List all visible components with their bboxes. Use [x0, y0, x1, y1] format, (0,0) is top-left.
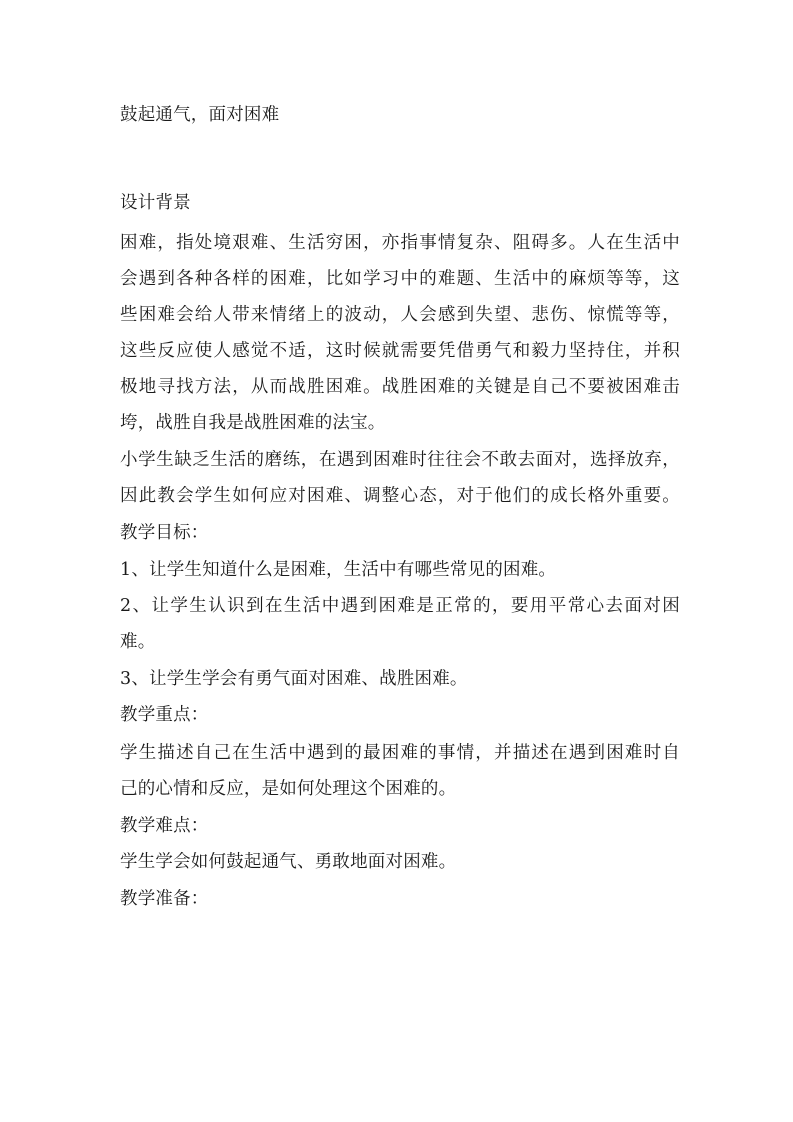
paragraph-line: 学生描述自己在生活中遇到的最困难的事情，并描述在遇到困难时自 — [120, 743, 680, 763]
paragraph-line: 己的心情和反应，是如何处理这个困难的。 — [120, 779, 457, 799]
section-heading-objectives: 教学目标： — [120, 523, 209, 543]
paragraph-line: 些困难会给人带来情绪上的波动，人会感到失望、悲伤、惊慌等等， — [120, 305, 680, 325]
paragraph-line: 因此教会学生如何应对困难、调整心态，对于他们的成长格外重要。 — [120, 486, 680, 506]
section-heading-background: 设计背景 — [120, 193, 191, 213]
paragraph-line: 学生学会如何鼓起通气、勇敢地面对困难。 — [120, 852, 457, 872]
paragraph-line: 小学生缺乏生活的磨练，在遇到困难时往往会不敢去面对，选择放弃， — [120, 450, 680, 470]
section-heading-key-points: 教学重点： — [120, 705, 209, 725]
paragraph-line: 这些反应使人感觉不适，这时候就需要凭借勇气和毅力坚持住，并积 — [120, 341, 680, 361]
objective-item: 2、让学生认识到在生活中遇到困难是正常的，要用平常心去面对困 — [120, 596, 680, 616]
objective-item: 3、让学生学会有勇气面对困难、战胜困难。 — [120, 669, 468, 689]
paragraph-line: 极地寻找方法，从而战胜困难。战胜困难的关键是自己不要被困难击 — [120, 377, 680, 397]
paragraph-line: 会遇到各种各样的困难，比如学习中的难题、生活中的麻烦等等，这 — [120, 269, 680, 289]
objective-item: 1、让学生知道什么是困难，生活中有哪些常见的困难。 — [120, 560, 557, 580]
paragraph-line: 困难，指处境艰难、生活穷困，亦指事情复杂、阻碍多。人在生活中 — [120, 233, 680, 253]
section-heading-difficulties: 教学难点： — [120, 816, 209, 836]
document-title: 鼓起通气，面对困难 — [120, 105, 280, 125]
section-heading-preparation: 教学准备： — [120, 889, 209, 909]
paragraph-line: 垮，战胜自我是战胜困难的法宝。 — [120, 413, 386, 433]
objective-item-continued: 难。 — [120, 632, 156, 652]
